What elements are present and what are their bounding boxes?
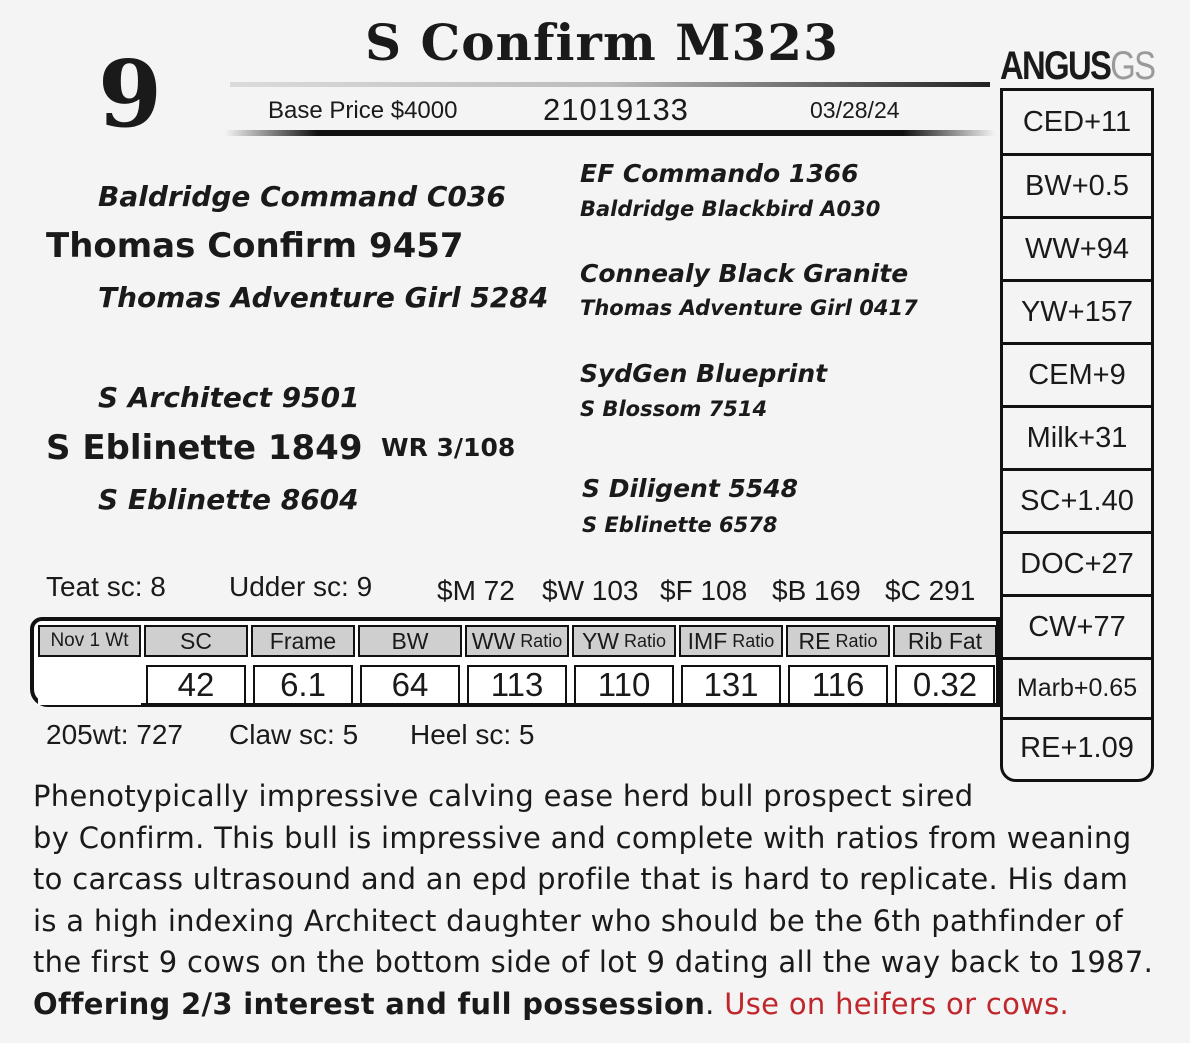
epd-cw: CW+77 [1003, 594, 1151, 657]
lot-number: 9 [98, 40, 163, 148]
table-cell-sc: 42 [146, 665, 246, 705]
sale-date: 03/28/24 [810, 97, 900, 123]
table-cell-rib-fat: 0.32 [895, 665, 995, 705]
epd-cem: CEM+9 [1003, 342, 1151, 405]
udder-score: Udder sc: 9 [229, 571, 373, 602]
table-cell-imf-ratio: 131 [681, 665, 781, 705]
table-header-frame: Frame [251, 625, 355, 657]
breed-logo-main: ANGUS [1000, 44, 1111, 88]
epd-column [1000, 88, 1154, 782]
table-header-sc: SC [144, 625, 248, 657]
epd-yw: YW+157 [1003, 279, 1151, 342]
description-line: by Confirm. This bull is impressive and complete with ratios from weaning [33, 820, 1132, 855]
pedigree-gp1-dam: Baldridge Blackbird A030 [580, 197, 881, 221]
weight-205: 205wt: 727 [46, 719, 183, 750]
pedigree-gp2-dam: Thomas Adventure Girl 0417 [580, 296, 918, 320]
table-header-rib-fat: Rib Fat [893, 625, 997, 657]
pedigree-gp3-dam: S Blossom 7514 [580, 397, 768, 421]
offer-period: . [705, 986, 715, 1021]
header-rule-bottom [225, 130, 995, 136]
pedigree-sire-sire: Baldridge Command C036 [98, 180, 506, 213]
table-cell-bw: 64 [360, 665, 460, 705]
table-header-re-ratio: RE Ratio [786, 625, 890, 657]
description-line: Phenotypically impressive calving ease herd bull prospect sired [33, 779, 974, 813]
pedigree-sire-dam: Thomas Adventure Girl 5284 [98, 281, 549, 314]
teat-score: Teat sc: 8 [46, 571, 166, 602]
pedigree-gp2-sire: Connealy Black Granite [580, 259, 909, 288]
registration-number: 21019133 [543, 92, 689, 127]
pedigree-gp1-sire: EF Commando 1366 [580, 159, 859, 188]
pedigree-sire: Thomas Confirm 9457 [46, 226, 464, 266]
pedigree-dam-wr: WR 3/108 [381, 433, 516, 462]
table-cell-frame: 6.1 [253, 665, 353, 705]
description [33, 776, 1183, 1025]
heel-score: Heel sc: 5 [410, 719, 535, 750]
epd-marb: Marb+0.65 [1003, 657, 1151, 717]
index-c: $C 291 [885, 575, 976, 606]
table-header-imf-ratio: IMF Ratio [679, 625, 783, 657]
usage-note: Use on heifers or cows. [724, 986, 1070, 1021]
table-cell-nov1wt [38, 665, 141, 705]
animal-name-title: S Confirm M323 [365, 13, 839, 72]
epd-sc: SC+1.40 [1003, 468, 1151, 531]
header-rule-top [230, 82, 990, 87]
pedigree-dam-sire: S Architect 9501 [98, 381, 360, 414]
epd-milk: Milk+31 [1003, 405, 1151, 468]
pedigree-gp3-sire: SydGen Blueprint [580, 359, 828, 388]
index-w: $W 103 [542, 575, 639, 606]
table-cell-re-ratio: 116 [788, 665, 888, 705]
table-header-ww-ratio: WW Ratio [465, 625, 569, 657]
index-m: $M 72 [437, 575, 515, 606]
description-line: to carcass ultrasound and an epd profile that is hard to replicate. His dam [33, 862, 1129, 896]
breed-logo-suffix: GS [1110, 44, 1155, 88]
table-header-nov1wt: Nov 1 Wt [38, 625, 141, 657]
description-line: the first 9 cows on the bottom side of lot 9 dating all the way back to 1987. [33, 945, 1154, 979]
pedigree-dam-dam: S Eblinette 8604 [98, 483, 359, 516]
epd-bw: BW+0.5 [1003, 153, 1151, 216]
pedigree-gp4-sire: S Diligent 5548 [582, 474, 799, 503]
epd-doc: DOC+27 [1003, 531, 1151, 594]
offer-terms: Offering 2/3 interest and full possession [33, 986, 706, 1021]
table-cell-ww-ratio: 113 [467, 665, 567, 705]
epd-ced: CED+11 [1022, 105, 1132, 138]
table-header-bw: BW [358, 625, 462, 657]
claw-score: Claw sc: 5 [229, 719, 359, 750]
base-price: Base Price $4000 [268, 97, 458, 124]
offer-line [33, 984, 1183, 1026]
index-b: $B 169 [772, 575, 861, 606]
pedigree-dam: S Eblinette 1849 [46, 428, 363, 468]
table-cell-yw-ratio: 110 [574, 665, 674, 705]
epd-re: RE+1.09 [1003, 717, 1151, 776]
description-line: is a high indexing Architect daughter who should be the 6th pathfinder of [33, 903, 1124, 938]
epd-ww: WW+94 [1003, 216, 1151, 279]
table-header-yw-ratio: YW Ratio [572, 625, 676, 657]
performance-table [30, 617, 1000, 707]
breed-logo [1000, 44, 1154, 89]
pedigree-gp4-dam: S Eblinette 6578 [582, 513, 778, 537]
index-f: $F 108 [660, 575, 748, 606]
